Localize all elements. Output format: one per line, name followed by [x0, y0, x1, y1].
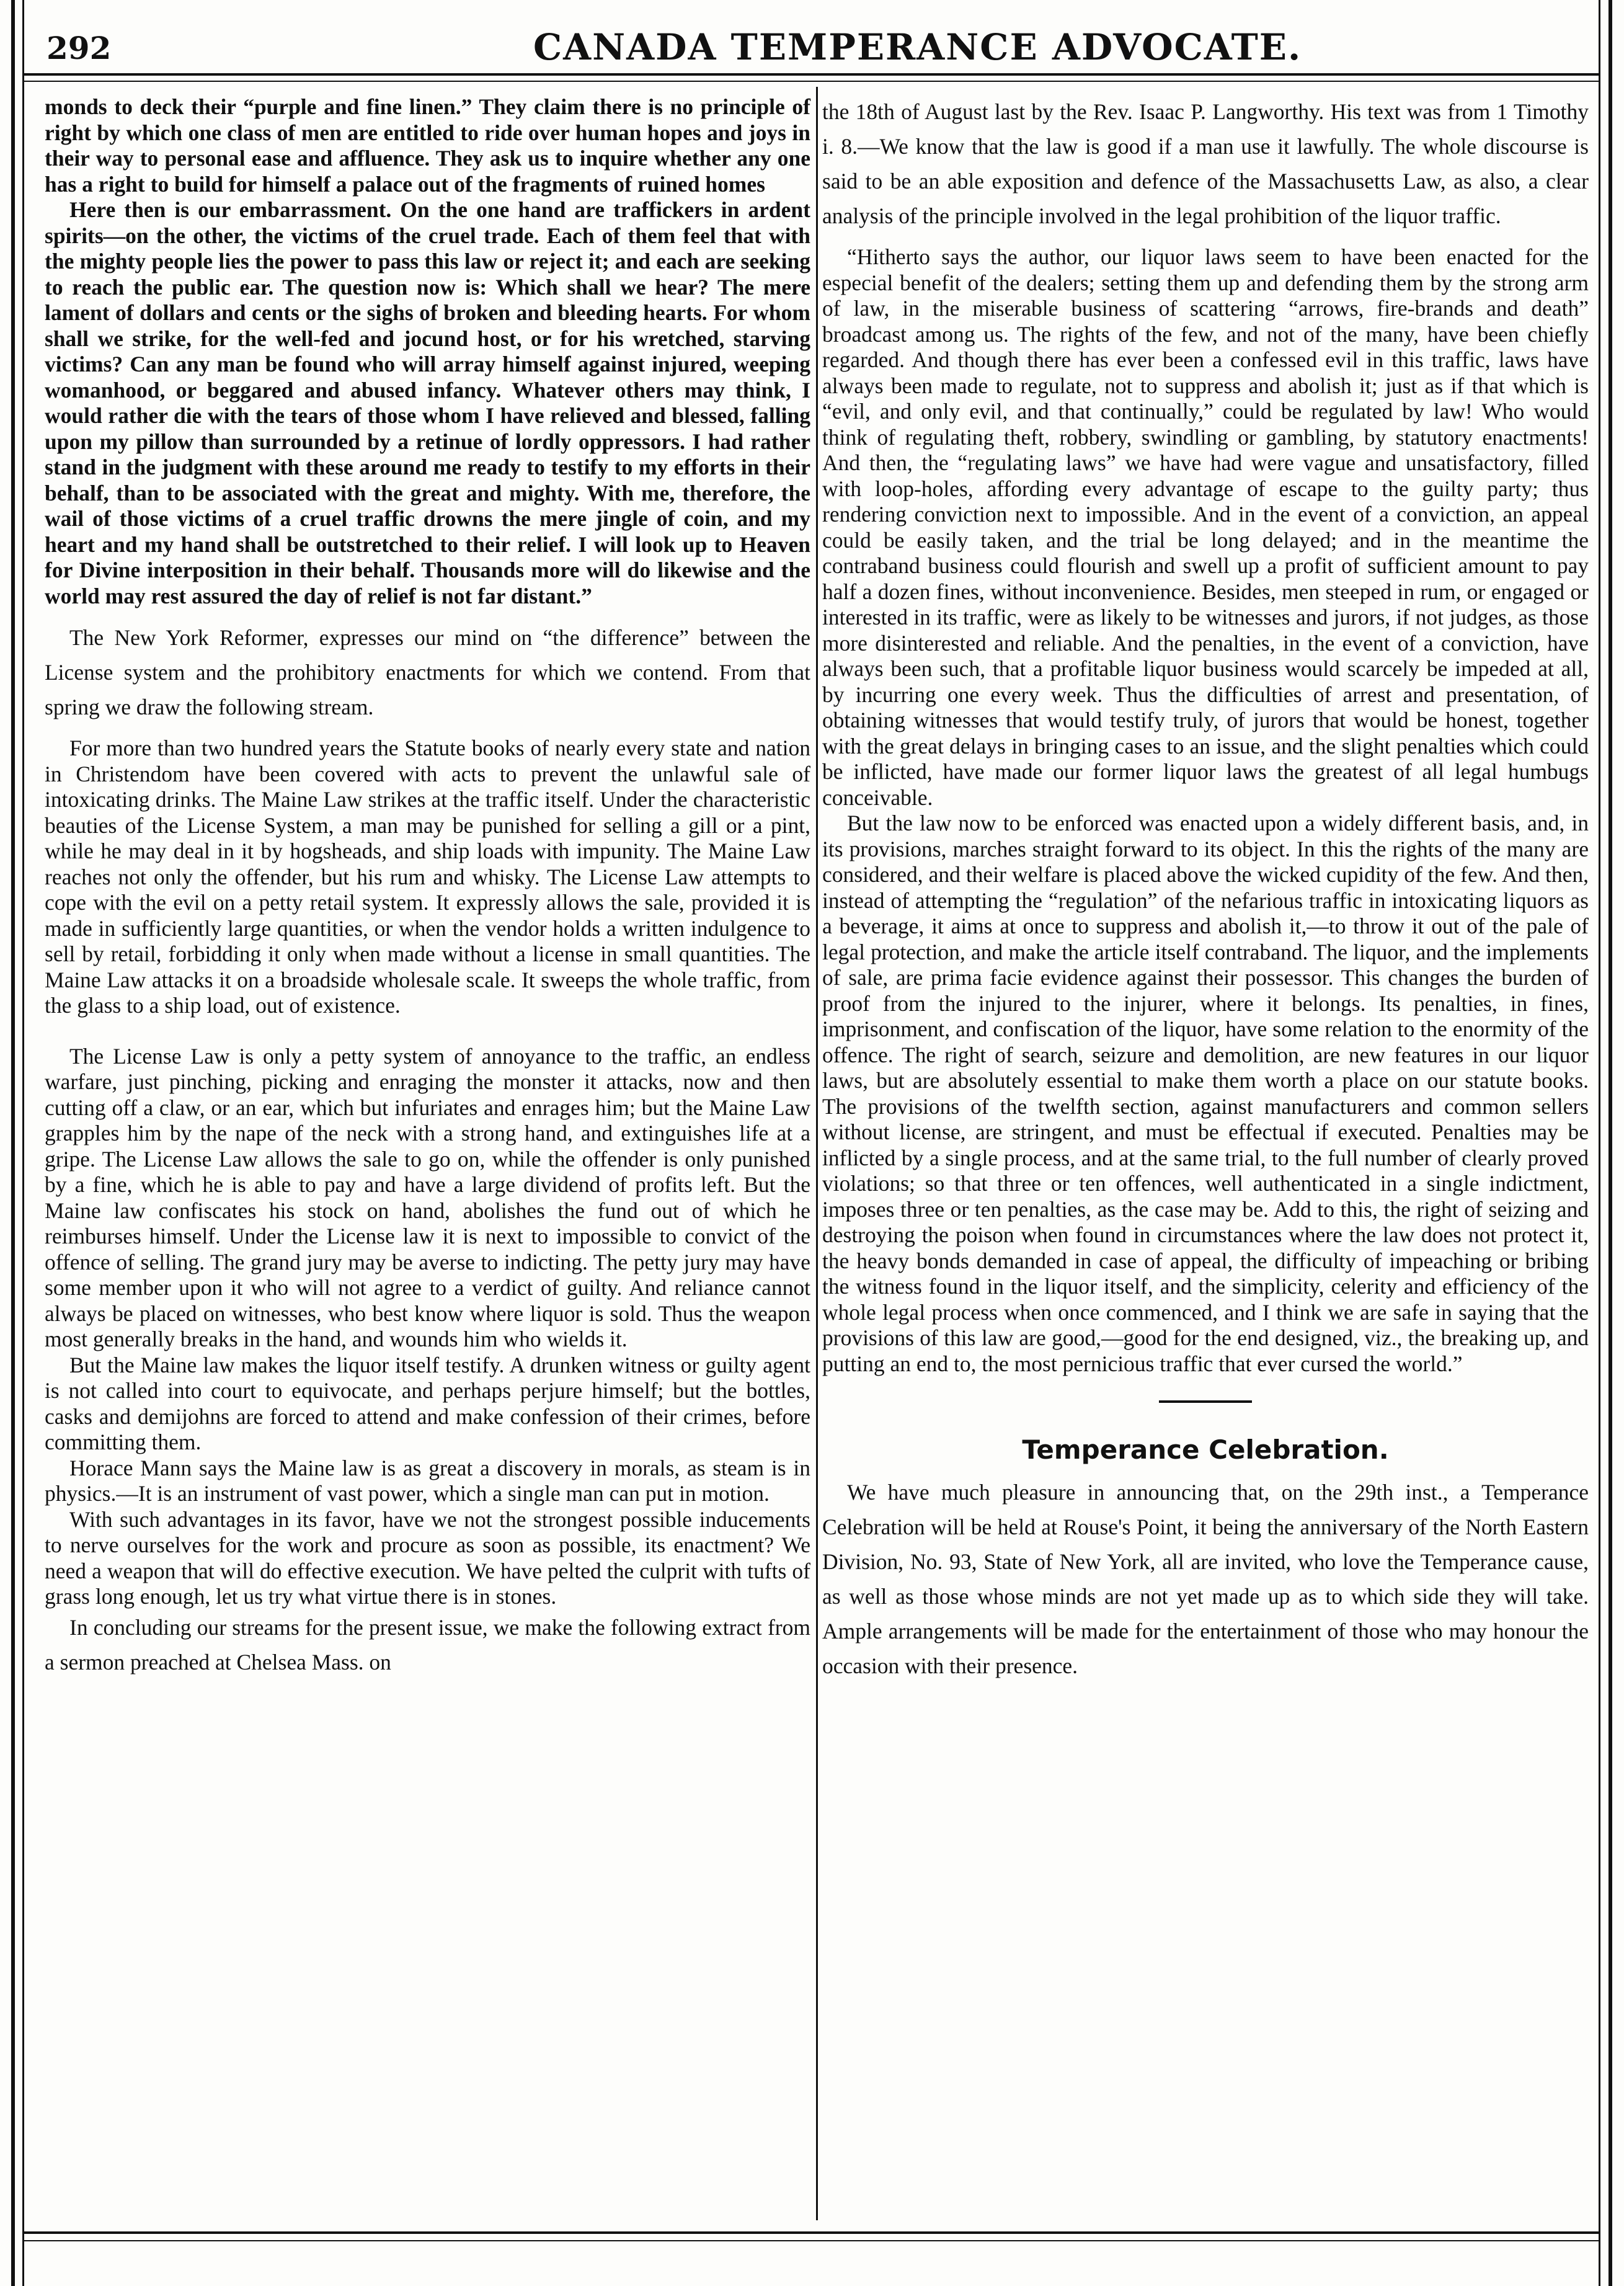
section-divider — [1159, 1400, 1252, 1403]
article-paragraph: “Hitherto says the author, our liquor laws seem to have been enacted for the especial benefit of the dealers; setting them up and defending them by the strong arm of law, in the miserable business of scattering “arrows, fire-brands and death” broadcast among us. The rights of the few, and not of the many, have been chiefly regarded. And though there has ever been a confessed evil in this traffic, laws have always been made to regulate, not to suppress and abolish it; just as if that which is “evil, and only evil, and that continually,” could be regulated by law! Who would think of regulating theft, robbery, swindling or gambling, by statutory enactments! And then, the “regulating laws” we have had were vague and unsatisfactory, filled with loop-holes, affording every advantage of escape to the guilty party; thus rendering conviction next to impossible. And in the event of a conviction, an appeal could be easily taken, and the trial be long delayed; and in the meantime the contraband business could flourish and swell up a profit of sufficient amount to pay half a dozen fines, without inconvenience. Besides, men steeped in rum, or engaged or interested in its traffic, were as likely to be witnesses and jurors, if not judges, as those more disinterested and reliable. And the penalties, in the event of a conviction, have always been such, that a profitable liquor business would scarcely be impeded at all, by incurring one every week. Thus the difficulties of arrest and presentation, of obtaining witnesses that would testify truly, of jurors that would be honest, together with the great delays in bringing cases to an issue, and the slight penalties which could be inflicted, have made our former liquor laws the greatest of all legal humbugs conceivable. — [822, 244, 1589, 810]
article-paragraph: The License Law is only a petty system of annoyance to the traffic, an endless warfare, just pinching, picking and enraging the monster it attacks, now and then cutting off a claw, or an ear, which but infuriates and enrages him; but the Maine Law grapples him by the nape of the neck with a strong hand, and extinguishes life at a gripe. The License Law allows the sale to go on, while the offender is only punished by a fine, which he is able to pay and have a large dividend of profits left. But the Maine law confiscates his stock on hand, abolishes the fund out of which he reimburses himself. Under the License law it is next to impossible to convict of the offence of selling. The grand jury may be averse to indicting. The petty jury may have some member upon it who will not agree to a verdict of guilty. And reliance cannot always be placed on witnesses, who best know where liquor is sold. Thus the weapon most generally breaks in the hand, and wounds him who wields it. — [45, 1043, 810, 1351]
page-number: 292 — [47, 30, 112, 66]
right-border-inner — [1599, 0, 1600, 2286]
article-paragraph: Horace Mann says the Maine law is as great a discovery in morals, as steam is in physics.—It is an instrument of vast power, which a single man can put in motion. — [45, 1455, 810, 1506]
article-paragraph: monds to deck their “purple and fine linen.” They claim there is no principle of right by which one class of men are entitled to ride over human hopes and joys in their way to personal ease and affluence. They ask us to inquire whether any one has a right to build for himself a palace out of the fragments of ruined homes — [45, 94, 810, 197]
article-paragraph: The New York Reformer, expresses our mind on “the difference” between the License system and the prohibitory enactments for which we contend. From that spring we draw the following stream. — [45, 625, 810, 719]
article-paragraph: the 18th of August last by the Rev. Isaac P. Langworthy. His text was from 1 Timothy i. 8.—We know that the law is good if a man use it lawfully. The whole discourse is said to be an able exposition and defence of the Massachusetts Law, as also, a clear analysis of the principle involved in the legal prohibition of the liquor traffic. — [822, 99, 1589, 228]
left-column — [45, 94, 810, 1679]
article-paragraph: With such advantages in its favor, have we not the strongest possible inducements to nerve ourselves for the work and procure as soon as possible, its enactment? We need a weapon that will do effective execution. We have pelted the culprit with tufts of grass long enough, let us try what virtue there is in stones. — [45, 1506, 810, 1609]
footer-rule-thick — [22, 2231, 1600, 2234]
right-border-outer — [1608, 0, 1612, 2286]
column-separator — [816, 87, 818, 2220]
article-paragraph: But the Maine law makes the liquor itself testify. A drunken witness or guilty agent is not called into court to equivocate, and perhaps perjure himself; but the bottles, casks and demijohns are forced to attend and make confession of their crimes, before committing them. — [45, 1352, 810, 1454]
left-border-inner — [22, 0, 24, 2286]
masthead-title: CANADA TEMPERANCE ADVOCATE. — [533, 26, 1302, 68]
footer-rule-thin — [22, 2240, 1600, 2241]
article-paragraph: For more than two hundred years the Statute books of nearly every state and nation in Christendom have been covered with acts to prevent the unlawful sale of intoxicating drinks. The Maine Law strikes at the traffic itself. Under the characteristic beauties of the License System, a man may be punished for selling a gill or a pint, while he may deal in it by hogsheads, and ship loads with impunity. The Maine Law reaches not only the offender, but his rum and whisky. The License Law attempts to cope with the evil on a petty retail system. It expressly allows the sale, provided it is made in sufficiently large quantities, or when the vendor holds a written indulgence to sell by retail, forbidding it only when made without a license in small quantities. The Maine Law attacks it on a broadside wholesale scale. It sweeps the whole traffic, from the glass to a ship load, out of existence. — [45, 736, 810, 1018]
section-heading: Temperance Celebration. — [1022, 1434, 1389, 1465]
left-border-outer — [11, 0, 15, 2286]
article-paragraph: In concluding our streams for the present issue, we make the following extract from a sermon preached at Chelsea Mass. on — [45, 1614, 810, 1674]
right-column — [822, 94, 1589, 1683]
header-rule-thick — [22, 73, 1600, 76]
article-paragraph: We have much pleasure in announcing that, on the 29th inst., a Temperance Celebration will be held at Rouse's Point, it being the anniversary of the North Eastern Division, No. 93, State of New York, all are invited, who love the Temperance cause, as well as those whose minds are not yet made up as to which side they will take. Ample arrangements will be made for the entertainment of those who may honour the occasion with their presence. — [822, 1480, 1589, 1678]
article-paragraph: Here then is our embarrassment. On the one hand are traffickers in ardent spirits—on the other, the victims of the cruel trade. Each of them feel that with the mighty people lies the power to pass this law or reject it; and each are seeking to reach the public ear. The question now is: Which shall we hear? The mere lament of dollars and cents or the sighs of broken and bleeding hearts. For whom shall we strike, for the well-fed and jocund host, or for his wretched, starving victims? Can any man be found who will array himself against injured, weeping womanhood, or beggared and abused infancy. Whatever others may think, I would rather die with the tears of those whom I have relieved and blessed, falling upon my pillow than surrounded by a retinue of lordly oppressors. I had rather stand in the judgment with these around me ready to testify to my efforts in their behalf, than to be associated with the great and mighty. With me, therefore, the wail of those victims of a cruel traffic drowns the mere jingle of coin, and my heart and my hand shall be outstretched to their relief. I will look up to Heaven for Divine interposition in their behalf. Thousands more will do likewise and the world may rest assured the day of relief is not far distant.” — [45, 197, 810, 608]
article-paragraph: But the law now to be enforced was enacted upon a widely different basis, and, in its provisions, marches straight forward to its object. In this the rights of the many are considered, and their welfare is placed above the wicked cupidity of the few. And then, instead of attempting the “regulation” of the nefarious traffic in intoxicating liquors as a beverage, it aims at once to suppress and abolish it,—to throw it out of the pale of legal protection, and make the article itself contraband. The liquor, and the implements of sale, are prima facie evidence against their possessor. This changes the burden of proof from the injured to the injurer, where it belongs. Its penalties, in fines, imprisonment, and confiscation of the liquor, have some relation to the enormity of the offence. The right of search, seizure and demolition, are new features in our liquor laws, but are absolutely essential to make them worth a place on our statute books. The provisions of the twelfth section, against manufacturers and common sellers without license, are stringent, and must be effectual if executed. Penalties may be inflicted by a single process, and at the same trial, to the full number of clearly proved violations; so that three or ten offences, well authenticated in a single indictment, imposes three or ten penalties, as the case may be. Add to this, the right of seizing and destroying the poison when found in circumstances where the law does not protect it, the heavy bonds demanded in case of appeal, the difficulty of impeaching or bribing the witness found in the liquor itself, and the simplicity, celerity and efficiency of the whole legal process when once commenced, and I think we are safe in saying that the provisions of this law are good,—good for the end designed, viz., the breaking up, and putting an end to, the most pernicious traffic that ever cursed the world.” — [822, 811, 1589, 1376]
header-rule-thin — [22, 81, 1600, 82]
